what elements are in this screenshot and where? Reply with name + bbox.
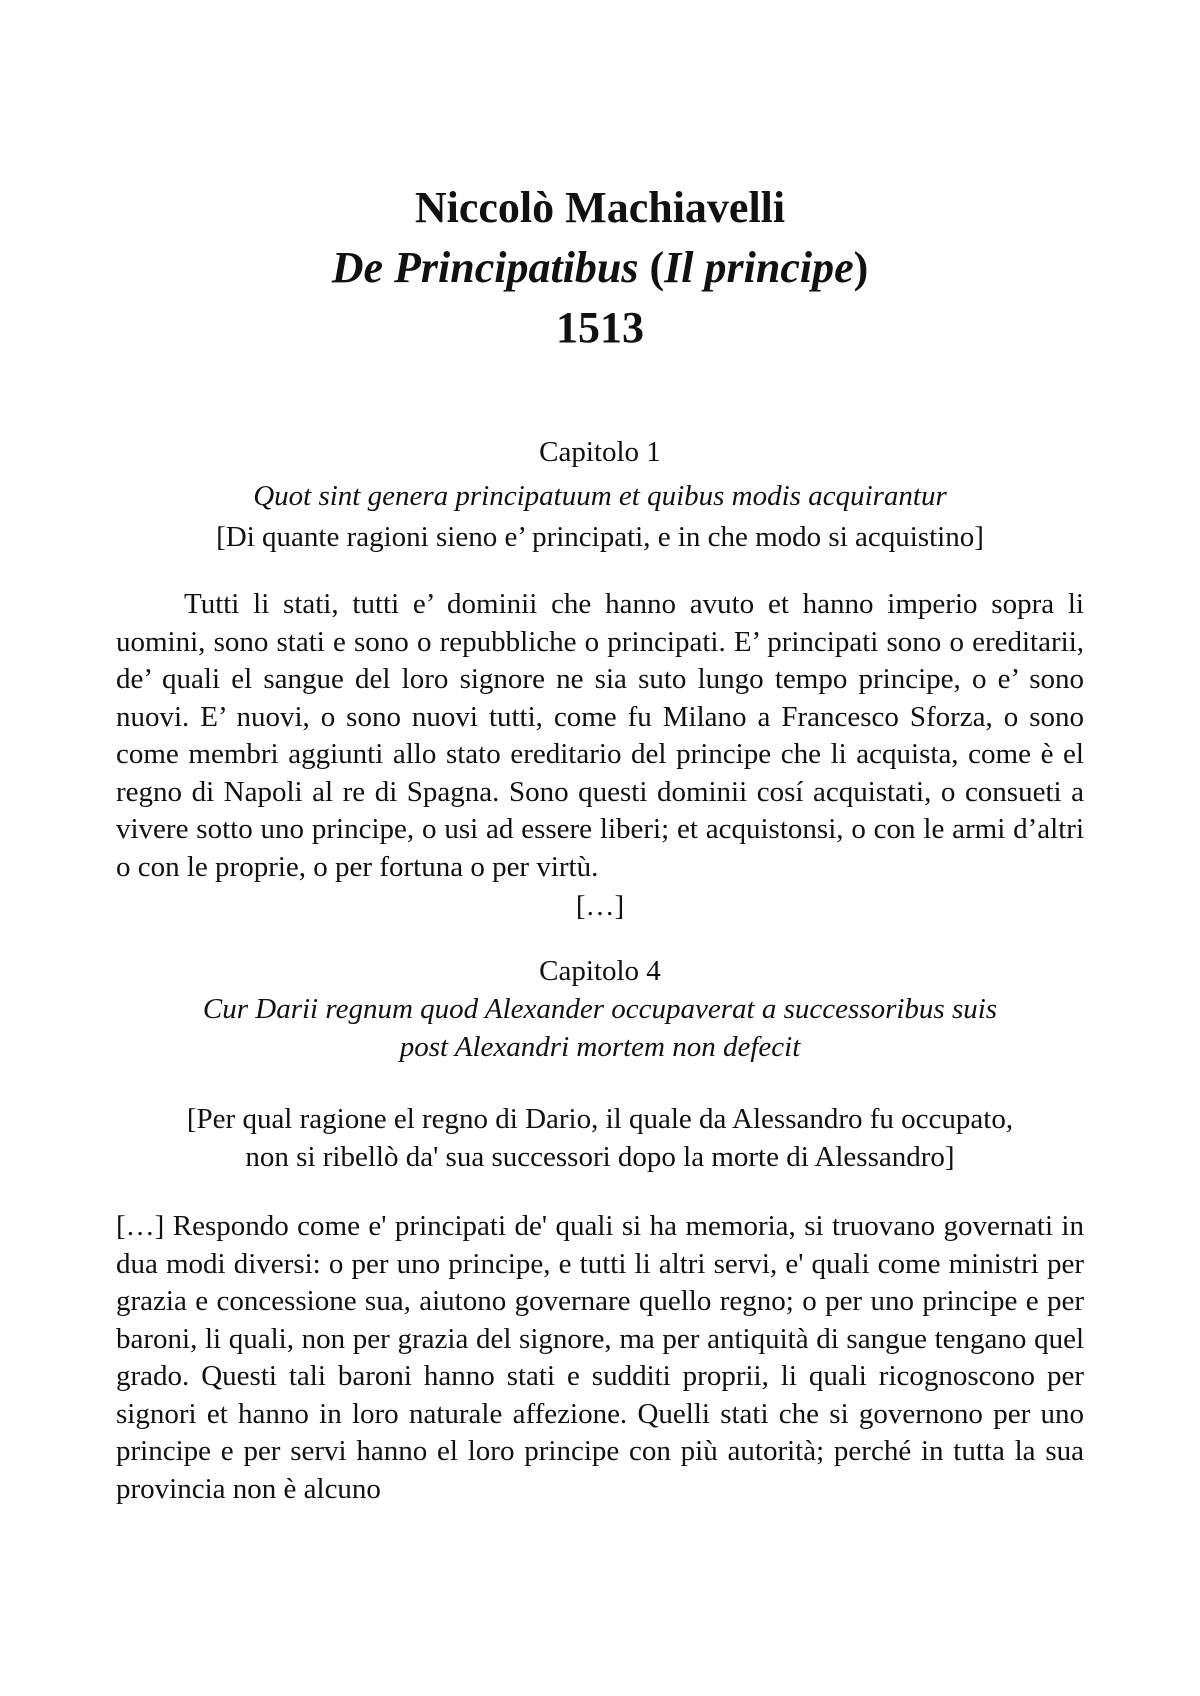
chapter-4-latin-title-line-2: post Alexandri mortem non defecit: [399, 1031, 801, 1063]
chapter-1-heading: Capitolo 1: [539, 436, 661, 468]
chapter-4-latin-title-line-1: Cur Darii regnum quod Alexander occupaverat a successoribus suis: [202, 993, 998, 1025]
work-title-latin: De Principatibus: [331, 243, 639, 292]
work-title-paren-open: (: [638, 243, 665, 292]
work-title-italian: Il principe: [664, 243, 854, 292]
chapter-1-body: Tutti li stati, tutti e’ dominii che hanno avuto et hanno imperio sopra li uomini, sono stati e sono o repubbliche o principati. E’ principati sono o ereditarii, de’ quali el sangue del loro signore ne sia suto lungo tempo principe, o e’ sono nuovi. E’ nuovi, o sono nuovi tutti, come fu Milano a Francesco Sforza, o sono come membri aggiunti allo stato ereditario del principe che li acquista, come è el regno di Napoli al re di Spagna. Sono questi dominii cosí acquistati, o consueti a vivere sotto uno principe, o usi ad essere liberi; et acquistonsi, o con le armi d’altri o con le proprie, o per fortuna o per virtù.: [116, 588, 1084, 883]
chapter-4-heading-block: [116, 952, 1084, 1176]
work-title-paren-close: ): [853, 243, 869, 292]
chapter-1-heading-block: [116, 433, 1084, 556]
title-block: [116, 178, 1084, 358]
chapter-4-heading: Capitolo 4: [539, 955, 661, 987]
work-title: [116, 238, 1084, 298]
author-name: Niccolò Machiavelli: [414, 183, 786, 232]
publication-year: 1513: [556, 303, 644, 352]
chapter-1-omission: […]: [575, 890, 625, 922]
chapter-1-italian-title: [Di quante ragioni sieno e’ principati, e in che modo si acquistino]: [216, 521, 984, 553]
chapter-4-italian-title-line-1: [Per qual ragione el regno di Dario, il quale da Alessandro fu occupato,: [186, 1103, 1014, 1135]
chapter-4-body: […] Respondo come e' principati de' quali si ha memoria, si truovano governati in dua modi diversi: o per uno principe, e tutti li altri servi, e' quali come ministri per grazia e concessione sua, aiutono governare quello regno; o per uno principe e per baroni, li quali, non per grazia del signore, ma per antiquità di sangue tengano quel grado. Questi tali baroni hanno stati e sudditi proprii, li quali ricognoscono per signori et hanno in loro naturale affezione. Quelli stati che si governono per uno principe e per servi hanno el loro principe con più autorità; perché in tutta la sua provincia non è alcuno: [116, 1210, 1084, 1505]
chapter-1-latin-title: Quot sint genera principatuum et quibus modis acquirantur: [253, 480, 947, 512]
chapter-4-italian-title-line-2: non si ribellò da' sua successori dopo la morte di Alessandro]: [245, 1141, 955, 1173]
